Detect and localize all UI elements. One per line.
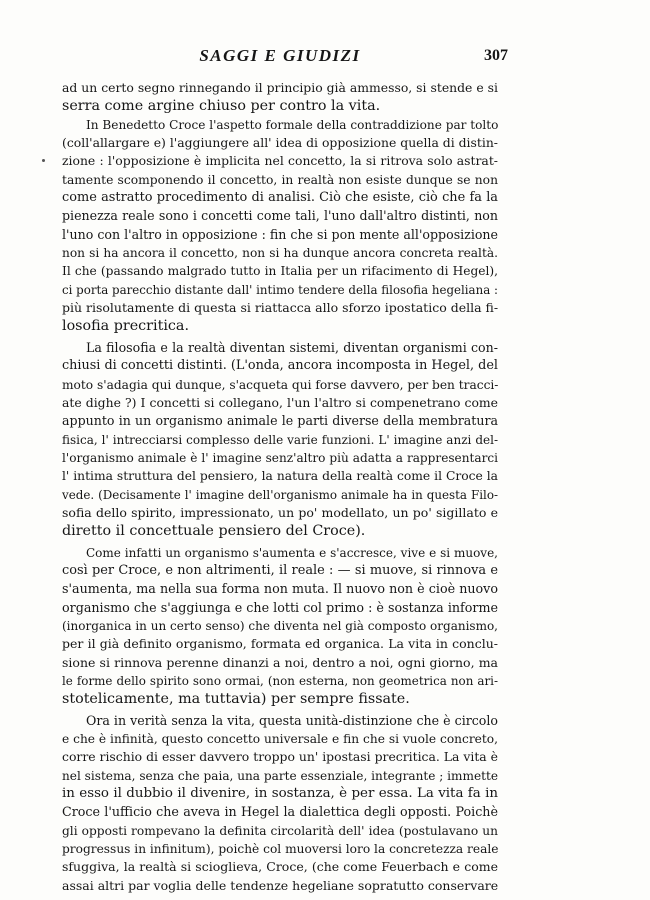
paragraph xyxy=(62,544,498,709)
text-line: più risolutamente di questa si riattacca allo sforzo ipostatico della fi- xyxy=(62,300,499,316)
text-line: sfuggiva, la realtà si scioglieva, Croce, (che come Feuerbach e come xyxy=(62,859,498,875)
text-line: La filosofia e la realtà diventan sistemi, diventan organismi con- xyxy=(86,339,498,355)
text-line: come astratto procedimento di analisi. Ciò che esiste, ciò che fa la xyxy=(62,190,498,206)
text-line: fisica, l' intrecciarsi complesso delle varie funzioni. L' imagine anzi del- xyxy=(62,432,498,447)
text-line: moto s'adagia qui dunque, s'acqueta qui forse davvero, per ben tracci- xyxy=(62,377,499,392)
text-line: organismo che s'aggiunga e che lotti col primo : è sostanza informe xyxy=(62,599,498,615)
text-line: zione : l'opposizione è implicita nel concetto, la si ritrova solo astrat- xyxy=(62,153,498,169)
text-line: l'organismo animale è l' imagine senz'altro più adatta a rappresentarci xyxy=(62,450,498,465)
text-line: assai altri par voglia delle tendenze hegeliane sopratutto conservare xyxy=(62,877,499,893)
text-line: losofia precritica. xyxy=(62,318,189,335)
text-line: nel sistema, senza che paia, una parte essenziale, integrante ; immette xyxy=(62,768,498,783)
text-line: sofia dello spirito, impressionato, un po' modellato, un po' sigillato e xyxy=(62,504,498,520)
text-line: l'uno con l'altro in opposizione : fin che si pon mente all'opposizione xyxy=(62,226,498,242)
text-line: così per Croce, e non altrimenti, il reale : — si muove, si rinnova e xyxy=(62,562,498,578)
margin-speck xyxy=(42,159,45,162)
text-line: e che è infinità, questo concetto universale e fin che si vuole concreto, xyxy=(62,732,498,747)
text-line: in esso il dubbio il divenire, in sostanza, è per essa. La vita fa in xyxy=(62,786,498,802)
text-line: diretto il concettuale pensiero del Croce). xyxy=(62,523,366,540)
text-line: tamente scomponendo il concetto, in realtà non esiste dunque se non xyxy=(62,172,498,187)
paragraph xyxy=(62,712,498,895)
page-number: 307 xyxy=(484,47,508,64)
text-line: (inorganica in un certo senso) che diventa nel già composto organismo, xyxy=(62,618,498,633)
text-line: vede. (Decisamente l' imagine dell'organismo animale ha in questa Filo- xyxy=(62,487,498,502)
text-line: chiusi di concetti distinti. (L'onda, ancora incomposta in Hegel, del xyxy=(62,358,498,374)
text-line: progressus in infinitum), poichè col muoversi loro la concretezza reale xyxy=(62,842,499,857)
text-line: s'aumenta, ma nella sua forma non muta. Il nuovo non è cioè nuovo xyxy=(62,581,498,597)
text-line: le forme dello spirito sono ormai, (non esterna, non geometrica non ari- xyxy=(62,674,498,688)
text-line: ad un certo segno rinnegando il principio già ammesso, si stende e si xyxy=(62,80,498,95)
text-line: corre rischio di esser davvero troppo un' ipostasi precritica. La vita è xyxy=(62,749,498,765)
text-line: pienezza reale sono i concetti come tali, l'uno dall'altro distinti, non xyxy=(62,208,498,224)
text-line: sione si rinnova perenne dinanzi a noi, dentro a noi, ogni giorno, ma xyxy=(62,654,498,670)
paragraph xyxy=(62,339,498,541)
text-line: ci porta parecchio distante dall' intimo tendere della filosofia hegeliana : xyxy=(62,282,498,297)
body-text xyxy=(62,79,498,895)
text-line: stotelicamente, ma tuttavia) per sempre fissate. xyxy=(62,691,410,708)
text-line: serra come argine chiuso per contro la vita. xyxy=(62,98,381,115)
text-line: per il già definito organismo, formata ed organica. La vita in conclu- xyxy=(62,636,498,652)
text-line: Il che (passando malgrado tutto in Italia per un rifacimento di Hegel), xyxy=(62,264,498,279)
text-line: (coll'allargare e) l'aggiungere all' idea di opposizione quella di distin- xyxy=(62,135,498,151)
text-line: non si ha ancora il concetto, non si ha dunque ancora concreta realtà. xyxy=(62,246,498,261)
text-line: appunto in un organismo animale le parti diverse della membratura xyxy=(62,413,498,429)
text-line: gli opposti rompevano la definita circolarità dell' idea (postulavano un xyxy=(62,823,498,838)
paragraph xyxy=(62,79,498,116)
paragraph xyxy=(62,116,498,336)
running-title: SAGGI E GIUDIZI xyxy=(199,46,361,65)
running-header xyxy=(56,46,508,70)
text-line: Croce l'ufficio che aveva in Hegel la dialettica degli opposti. Poichè xyxy=(62,804,498,820)
text-line: l' intima struttura del pensiero, la natura della realtà come il Croce la xyxy=(62,469,498,484)
text-line: Ora in verità senza la vita, questa unità-distinzione che è circolo xyxy=(86,712,498,728)
text-line: In Benedetto Croce l'aspetto formale della contraddizione par tolto xyxy=(86,117,499,132)
text-line: Come infatti un organismo s'aumenta e s'accresce, vive e si muove, xyxy=(86,545,498,560)
text-line: ate dighe ?) I concetti si collegano, l'un l'altro si compenetrano come xyxy=(62,394,498,410)
